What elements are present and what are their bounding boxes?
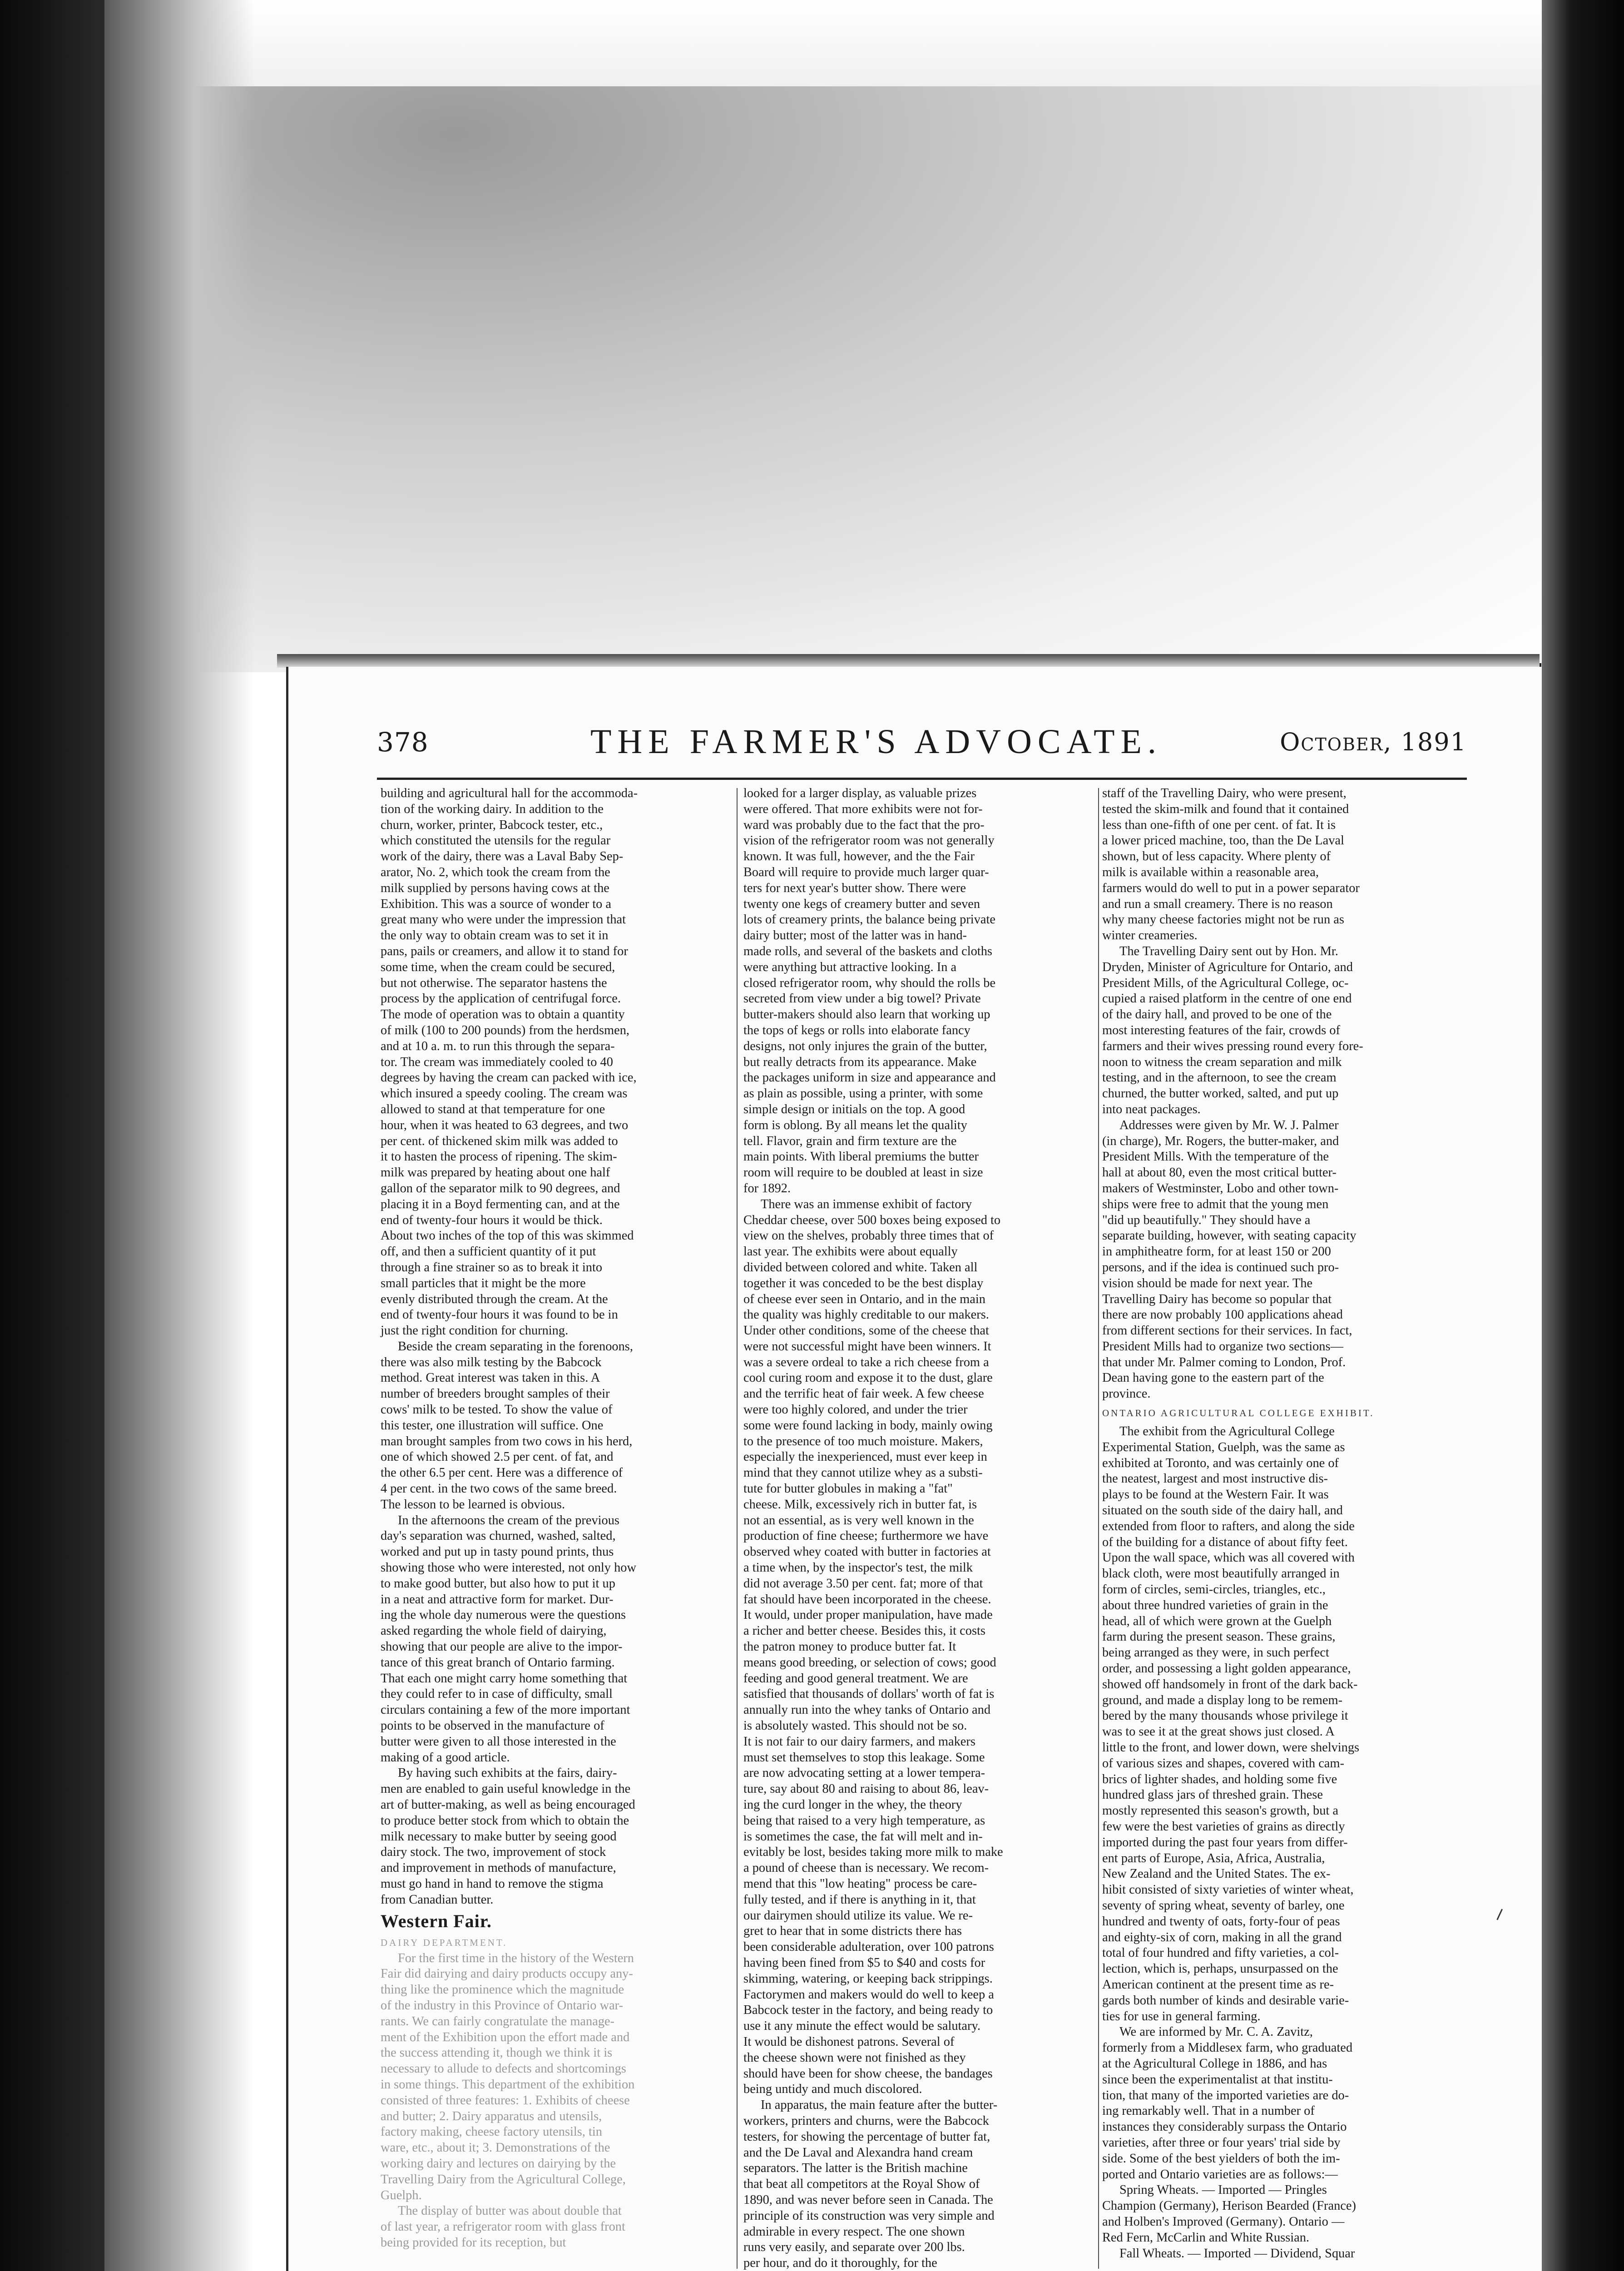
- section-subheading: ONTARIO AGRICULTURAL COLLEGE EXHIBIT.: [1102, 1408, 1375, 1419]
- paragraph: By having such exhibits at the fairs, dairy- men are enabled to gain useful knowledge in the art of butter-making, as well as being encouraged to produce better stock from which to obtain the milk necessary to make butter by seeing good dairy stock. The two, improvement of stock and improvement in methods of manufacture, must go hand in hand to remove the stigma from Canadian butter.: [381, 1766, 635, 1907]
- scan-gutter-right: [1542, 0, 1624, 2271]
- magazine-title: THE FARMER'S ADVOCATE.: [590, 723, 1162, 761]
- paragraph: building and agricultural hall for the accommoda- tion of the working dairy. In addition to the churn, worker, printer, Babcock tester, etc., which constituted the utensils for the regular work of the dairy, there was a Laval Baby Sep- arator, No. 2, which took the cream from the milk supplied by persons having cows at the Exhibition. This was a source of wonder to a great many who were under the impression that the only way to obtain cream was to set it in pans, pails or creamers, and allow it to stand for some time, when the cream could be secured, but not otherwise. The separator hastens the process by the application of centrifugal force. The mode of operation was to obtain a quantity of milk (100 to 200 pounds) from the herdsmen, and at 10 a. m. to run this through the separa- tor. The cream was immediately cooled to 40 degrees by having the cream can packed with ice, which insured a speedy cooling. The cream was allowed to stand at that temperature for one hour, when it was heated to 63 degrees, and two per cent. of thickened skim milk was added to it to hasten the process of ripening. The skim- milk was prepared by heating about one half gallon of the separator milk to 90 degrees, and placing it in a Boyd fermenting can, and at the end of twenty-four hours it would be thick. About two inches of the top of this was skimmed off, and then a sufficient quantity of it put through a fine strainer so as to break it into small particles that it might be the more evenly distributed through the cream. At the end of twenty-four hours it was found to be in just the right condition for churning.: [381, 786, 638, 1338]
- paragraph: Spring Wheats. — Imported — Pringles Champion (Germany), Herison Bearded (France) and Holben's Improved (Germany). Ontario — Red Fern, McCarlin and White Russian.: [1102, 2183, 1356, 2245]
- scan-shadow-left-fade: [104, 0, 254, 2271]
- paragraph: Addresses were given by Mr. W. J. Palmer (in charge), Mr. Rogers, the butter-maker, and President Mills. With the temperature of the hall at about 80, even the most critical butter- makers of Westminster, Lobo and other town- ships were free to admit that the young men "did up beautifully." They should have a separate building, however, with seating capacity in amphitheatre form, for at least 150 or 200 persons, and if the idea is continued such pro- vision should be made for next year. The Travelling Dairy has become so popular that there are now probably 100 applications ahead from different sections for their services. In fact, President Mills had to organize two sections— that under Mr. Palmer coming to London, Prof. Dean having gone to the eastern part of the province.: [1102, 1118, 1357, 1401]
- column-divider: [737, 788, 738, 2269]
- paragraph: The Travelling Dairy sent out by Hon. Mr. Dryden, Minister of Agriculture for Ontario, and President Mills, of the Agricultural College, oc- cupied a raised platform in the centre of one end of the dairy hall, and proved to be one of the most interesting features of the fair, crowds of farmers and their wives pressing round every fore- noon to witness the cream separation and milk testing, and in the afternoon, to see the cream churned, the butter worked, salted, and put up into neat packages.: [1102, 944, 1363, 1116]
- article-column-1: [381, 786, 730, 2251]
- paragraph: looked for a larger display, as valuable prizes were offered. That more exhibits were not for- ward was probably due to the fact that the pro- vision of the refrigerator room was not generally known. It was full, however, and the the Fair Board will require to provide much larger quar- ters for next year's butter show. There were twenty one kegs of creamery butter and seven lots of creamery prints, the balance being private dairy butter; most of the latter was in hand- made rolls, and several of the baskets and cloths were anything but attractive looking. In a closed refrigerator room, why should the rolls be secreted from view under a big towel? Private butter-makers should also learn that working up the tops of kegs or rolls into elaborate fancy designs, not only injures the grain of the butter, but really detracts from its appearance. Make the packages uniform in size and appearance and as plain as possible, using a printer, with some simple design or initials on the top. A good form is oblong. By all means let the quality tell. Flavor, grain and firm texture are the main points. With liberal premiums the butter room will require to be doubled at least in size for 1892.: [743, 786, 996, 1195]
- paragraph: The exhibit from the Agricultural College Experimental Station, Guelph, was the same as exhibited at Toronto, and was certainly one of the neatest, largest and most instructive dis- plays to be found at the Western Fair. It was situated on the south side of the dairy hall, and extended from floor to rafters, and along the side of the building for a distance of about fifty feet. Upon the wall space, which was all covered with black cloth, were most beautifully arranged in form of circles, semi-circles, triangles, etc., about three hundred varieties of grain in the head, all of which were grown at the Guelph farm during the present season. These grains, being arranged as they were, in such perfect order, and possessing a light golden appearance, showed off handsomely in front of the dark back- ground, and made a display long to be remem- bered by the many thousands whose privilege it was to see it at the great shows just closed. A little to the front, and lower down, were shelvings of various sizes and shapes, covered with cam- brics of lighter shades, and holding some five hundred glass jars of threshed grain. These mostly represented this season's growth, but a few were the best varieties of grains as directly imported during the past four years from differ- ent parts of Europe, Asia, Africa, Australia, New Zealand and the United States. The ex- hibit consisted of sixty varieties of winter wheat, seventy of spring wheat, seventy of barley, one hundred and twenty of oats, forty-four of peas and eighty-six of corn, making in all the grand total of four hundred and fifty varieties, a col- lection, which is, perhaps, unsurpassed on the American continent at the present time as re- gards both number of kinds and desirable varie- ties for use in general farming.: [1102, 1424, 1360, 2023]
- header-rule: [377, 778, 1467, 780]
- paragraph: In the afternoons the cream of the previous day's separation was churned, washed, salted, worked and put up in tasty pound prints, thus showing those who were interested, not only how to make good butter, but also how to put it up in a neat and attractive form for market. Dur- ing the whole day numerous were the questions asked regarding the whole field of dairying, showing that our people are alive to the impor- tance of this great branch of Ontario farming. That each one might carry home something that they could refer to in case of difficulty, small circulars containing a few of the more important points to be observed in the manufacture of butter were given to all those interested in the making of a good article.: [381, 1513, 636, 1765]
- scan-shadow-upper: [91, 0, 1544, 672]
- paragraph: In apparatus, the main feature after the butter- workers, printers and churns, were the Babcock testers, for showing the percentage of butter fat, and the De Laval and Alexandra hand cream separators. The latter is the British machine that beat all competitors at the Royal Show of 1890, and was never before seen in Canada. The principle of its construction was very simple and admirable in every respect. The one shown runs very easily, and separate over 200 lbs. per hour, and do it thoroughly, for the: [743, 2098, 998, 2271]
- paragraph: Beside the cream separating in the forenoons, there was also milk testing by the Babcock method. Great interest was taken in this. A number of breeders brought samples of their cows' milk to be tested. To show the value of this tester, one illustration will suffice. One man brought samples from two cows in his herd, one of which showed 2.5 per cent. of fat, and the other 6.5 per cent. Here was a difference of 4 per cent. in the two cows of the same breed. The lesson to be learned is obvious.: [381, 1339, 633, 1512]
- paragraph: For the first time in the history of the Western Fair did dairying and dairy products occupy any- thing like the prominence which the magnitude of the industry in this Province of Ontario war- rants. We can fairly congratulate the manage- ment of the Exhibition upon the effort made and the success attending it, though we think it is necessary to allude to defects and shortcomings in some things. This department of the exhibition consisted of three features: 1. Exhibits of cheese and butter; 2. Dairy apparatus and utensils, factory making, cheese factory utensils, tin ware, etc., about it; 3. Demonstrations of the working dairy and lectures on dairying by the Travelling Dairy from the Agricultural College, Guelph.: [381, 1951, 635, 2202]
- article-column-3: [1102, 786, 1459, 2261]
- paragraph: We are informed by Mr. C. A. Zavitz, formerly from a Middlesex farm, who graduated at the Agricultural College in 1886, and has since been the experimentalist at that institu- tion, that many of the imported varieties are do- ing remarkably well. That in a number of instances they considerably surpass the Ontario varieties, after three or four years' trial side by side. Some of the best yielders of both the im- ported and Ontario varieties are as follows:—: [1102, 2025, 1353, 2182]
- article-column-2: [743, 786, 1094, 2271]
- section-heading: Western Fair.: [381, 1910, 492, 1931]
- issue-date: October, 1891: [1280, 728, 1467, 756]
- section-subheading: DAIRY DEPARTMENT.: [381, 1937, 508, 1948]
- page-edge-top: [277, 654, 1540, 668]
- paragraph: staff of the Travelling Dairy, who were present, tested the skim-milk and found that it contained less than one-fifth of one per cent. of fat. It is a lower priced machine, too, than the De Laval shown, but of less capacity. Where plenty of milk is available within a reasonable area, farmers would do well to put in a power separator and run a small creamery. There is no reason why many cheese factories might not be run as winter creameries.: [1102, 786, 1360, 943]
- paragraph: Fall Wheats. — Imported — Dividend, Squar: [1119, 2246, 1355, 2261]
- paragraph: There was an immense exhibit of factory Cheddar cheese, over 500 boxes being exposed to view on the shelves, probably three times that of last year. The exhibits were about equally divided between colored and white. Taken all together it was conceded to be the best display of cheese ever seen in Ontario, and in the main the quality was highly creditable to our makers. Under other conditions, some of the cheese that were not successful might have been winners. It was a severe ordeal to take a rich cheese from a cool curing room and expose it to the dust, glare and the terrific heat of fair week. A few cheese were too highly colored, and under the trier some were found lacking in body, mainly owing to the presence of too much moisture. Makers, especially the inexperienced, must ever keep in mind that they cannot utilize whey as a substi- tute for butter globules in making a "fat" cheese. Milk, excessively rich in butter fat, is not an essential, as is very well known in the production of fine cheese; furthermore we have observed whey coated with butter in factories at a time when, by the inspector's test, the milk did not average 3.50 per cent. fat; more of that fat should have been incorporated in the cheese. It would, under proper manipulation, have made a richer and better cheese. Besides this, it costs the patron money to produce butter fat. It means good breeding, or selection of cows; good feeding and good general treatment. We are satisfied that thousands of dollars' worth of fat is annually run into the whey tanks of Ontario and is absolutely wasted. This should not be so. It is not fair to our dairy farmers, and makers must set themselves to stop this leakage. Some are now advocating setting at a lower tempera- ture, say about 80 and raising to about 86, leav- ing the curd longer in the whey, the theory being that raised to a very high temperature, as is sometimes the case, the fat will melt and in- evitably be lost, besides taking more milk to make a pound of cheese than is necessary. We recom- mend that this "low heating" process be care- fully tested, and if there is anything in it, that our dairymen should utilize its value. We re- gret to hear that in some districts there has been considerable adulteration, over 100 patrons having been fined from $5 to $40 and costs for skimming, watering, or keeping back strippings. Factorymen and makers would do well to keep a Babcock tester in the factory, and being ready to use it any minute the effect would be salutary. It would be dishonest patrons. Several of the cheese shown were not finished as they should have been for show cheese, the bandages being untidy and much discolored.: [743, 1197, 1003, 2097]
- page-header: [377, 722, 1467, 777]
- paragraph: The display of butter was about double that of last year, a refrigerator room with glass front being provided for its reception, but: [381, 2204, 625, 2250]
- page-number: 378: [377, 727, 429, 758]
- scan-gutter-left: [0, 0, 104, 2271]
- column-divider: [1098, 788, 1099, 2269]
